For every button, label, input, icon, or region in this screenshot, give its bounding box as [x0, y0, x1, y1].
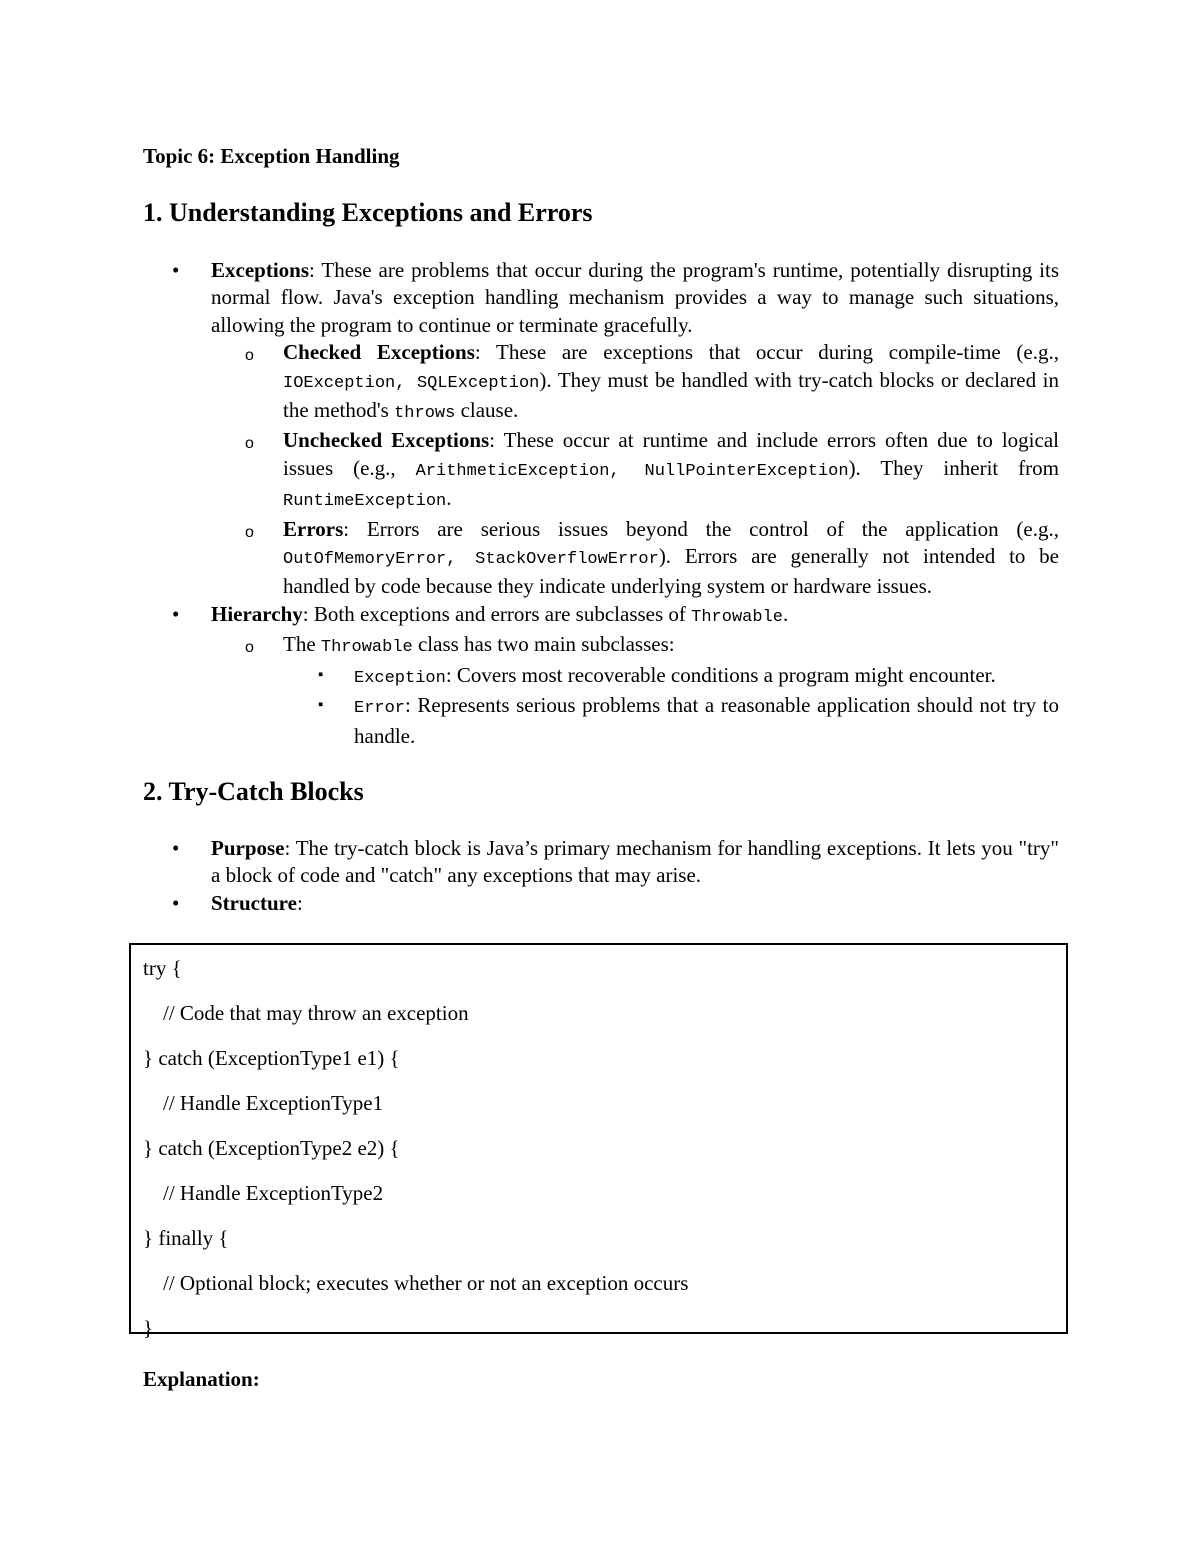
list-item-exception-subclass [354, 662, 1059, 692]
list-item-structure [211, 890, 1059, 917]
list-item-throwable-class [283, 631, 1059, 750]
checked-text-b: ). They must be handled with try-catch blocks or declared in the method's [283, 367, 1059, 423]
code-throws: throws [394, 404, 456, 424]
sublist-hierarchy [283, 631, 1059, 750]
sublist-exception-kinds [283, 339, 1059, 601]
code-line: try { [143, 956, 182, 980]
code-outofmemoryerror: OutOfMemoryError [283, 550, 447, 570]
code-exception: Exception [354, 668, 446, 688]
code-error: Error [354, 699, 406, 719]
unchecked-text-a: : These occur at runtime and include errors often due to logical issues (e.g., [283, 428, 1059, 480]
code-runtimeexception: RuntimeException [283, 492, 447, 512]
checked-text-a: : These are exceptions that occur during compile-time (e.g., [474, 340, 1059, 365]
exception-subclass-text: : Covers most recoverable conditions a program might encounter. [445, 662, 996, 687]
unchecked-text-b: ). They inherit from [848, 455, 1059, 480]
code-separator: , [446, 550, 476, 570]
code-block-try-catch [129, 943, 1068, 1340]
list-item-unchecked-exceptions [283, 427, 1059, 515]
list-item-error-subclass [354, 692, 1059, 750]
list-item-errors [283, 516, 1059, 601]
hierarchy-text-a: : Both exceptions and errors are subclasses of [302, 601, 692, 626]
purpose-text: : The try-catch block is Java’s primary mechanism for handling exceptions. It lets you "try" a block of code and "catch" any exceptions that may arise. [211, 836, 1059, 888]
bullet-list-exceptions [211, 257, 1059, 750]
code-sqlexception: SQLException [416, 373, 540, 393]
list-item-purpose [211, 835, 1059, 890]
term-explanation: Explanation [143, 1367, 253, 1391]
code-ioexception: IOException [283, 373, 396, 393]
list-item-checked-exceptions [283, 339, 1059, 427]
structure-text: : [296, 890, 303, 915]
term-checked-exceptions: Checked Exceptions [283, 340, 475, 365]
errors-text-b: ). Errors are generally not intended to be handled by code because they indicate underlying system or hardware issues. [283, 544, 1059, 599]
code-line: } catch (ExceptionType2 e2) { [143, 1136, 400, 1160]
term-purpose: Purpose [211, 836, 285, 860]
code-separator: , [395, 373, 417, 393]
list-item-hierarchy [211, 601, 1059, 750]
checked-text-c: clause. [455, 398, 519, 423]
unchecked-text-c: . [446, 486, 452, 511]
sublist-throwable-subclasses [354, 662, 1059, 750]
term-errors: Errors [283, 516, 344, 541]
code-separator: , [609, 461, 645, 481]
code-stackoverflowerror: StackOverflowError [475, 550, 659, 570]
throwable-text-b: class has two main subclasses: [412, 632, 675, 657]
exceptions-description: : These are problems that occur during the program's runtime, potentially disrupting its normal flow. Java's exception handling mechanism provides a way to manage such situations, allowing the program to continue or terminate gracefully. [211, 258, 1059, 337]
errors-text-a: : Errors are serious issues beyond the control of the application (e.g., [343, 516, 1059, 541]
term-unchecked-exceptions: Unchecked Exceptions [283, 428, 490, 453]
code-line: } catch (ExceptionType1 e1) { [143, 1046, 400, 1070]
code-arithmeticexception: ArithmeticException [415, 461, 610, 481]
code-line: } [143, 1316, 154, 1340]
error-subclass-text: : Represents serious problems that a reasonable application should not try to handle. [354, 693, 1059, 748]
topic-title: Topic 6: Exception Handling [143, 144, 400, 168]
term-exceptions: Exceptions [211, 258, 310, 282]
code-line: // Code that may throw an exception [163, 1001, 469, 1025]
section-heading-try-catch: 2. Try-Catch Blocks [143, 777, 364, 806]
explanation-colon: : [252, 1367, 260, 1391]
code-throwable: Throwable [320, 638, 413, 658]
bullet-list-try-catch [211, 835, 1059, 917]
hierarchy-text-b: . [782, 601, 789, 626]
section-heading-understanding: 1. Understanding Exceptions and Errors [143, 198, 593, 227]
list-item-exceptions [211, 257, 1059, 601]
code-line: // Optional block; executes whether or not an exception occurs [163, 1271, 689, 1295]
term-structure: Structure [211, 890, 297, 915]
code-line: } finally { [143, 1226, 229, 1250]
term-hierarchy: Hierarchy [211, 601, 303, 626]
explanation-label [143, 1367, 260, 1392]
throwable-text-a: The [283, 632, 321, 657]
code-line: // Handle ExceptionType1 [163, 1091, 384, 1115]
code-nullpointerexception: NullPointerException [644, 461, 849, 481]
code-line: // Handle ExceptionType2 [163, 1181, 384, 1205]
code-throwable: Throwable [691, 607, 783, 627]
